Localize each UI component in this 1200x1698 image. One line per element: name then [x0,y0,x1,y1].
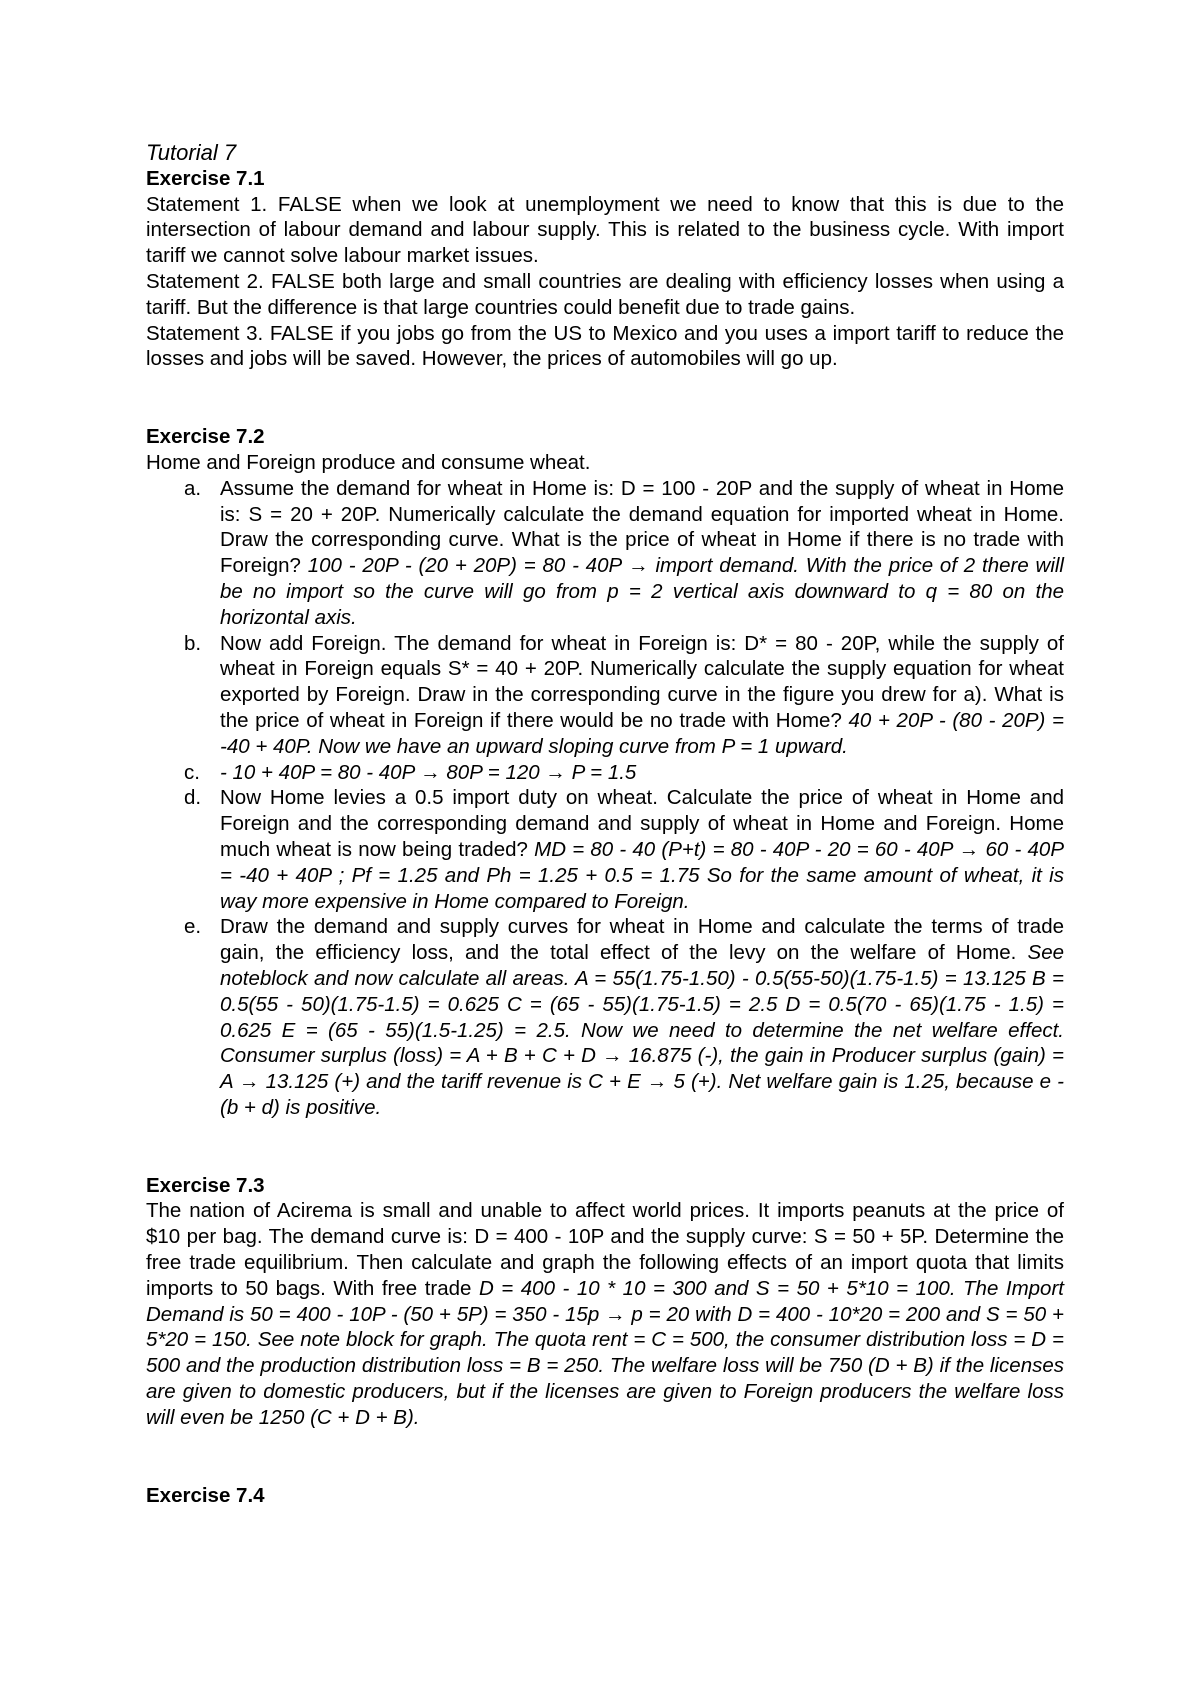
exercise-7-2-heading: Exercise 7.2 [146,425,265,449]
list-item-letter: d. [184,786,202,810]
exercise-7-3-body [146,1198,1064,1430]
answer-text: - 10 + 40P = 80 - 40P → 80P = 120 → P = 1.5 [220,760,637,784]
list-item-d [146,785,1064,914]
question-text: Now add Foreign. The demand for wheat in Foreign is: D* = 80 - 20P, while the supply of wheat in Foreign equals S* = 40 + 20P. Numerically calculate the supply equation for wheat exported by Foreign. Draw in the corresponding curve in the figure you drew for a). What is the price of wheat in Foreign if there would be no trade with Home? [220,631,1064,732]
exercise-7-2-list [146,476,1064,1121]
list-item-letter: b. [184,631,202,655]
exercise-7-3-heading: Exercise 7.3 [146,1173,265,1197]
statement-1: Statement 1. FALSE when we look at unemployment we need to know that this is due to the intersection of labour demand and labour supply. This is related to the business cycle. With import tariff we cannot solve labour market issues. [146,192,1064,268]
answer-text: 100 - 20P - (20 + 20P) = 80 - 40P → import demand. With the price of 2 there will be no import so the curve will go from p = 2 vertical axis downward to q = 80 on the horizontal axis. [220,554,1064,629]
list-item-letter: c. [184,760,200,784]
answer-text: 40 + 20P - (80 - 20P) = -40 + 40P. Now we have an upward sloping curve from P = 1 upward. [220,708,1064,758]
list-item-letter: e. [184,915,202,939]
exercise-7-2-intro: Home and Foreign produce and consume wheat. [146,450,591,474]
exercise-7-1-heading: Exercise 7.1 [146,166,265,190]
document-title: Tutorial 7 [146,140,237,165]
question-text: Assume the demand for wheat in Home is: D = 100 - 20P and the supply of wheat in Home is: S = 20 + 20P. Numerically calculate the demand equation for imported wheat in Home. Draw the corresponding curve. What is the price of wheat in Home if there is no trade with Foreign? [220,476,1064,578]
list-item-b [146,631,1064,760]
list-item-e [146,914,1064,1120]
spacer [146,1431,1064,1483]
question-text: Now Home levies a 0.5 import duty on wheat. Calculate the price of wheat in Home and Foreign and the corresponding demand and supply of wheat in Home and Foreign. Home much wheat is now being traded? [220,786,1064,861]
spacer [146,1121,1064,1173]
list-item-c [146,760,1064,786]
list-item-a [146,476,1064,631]
spacer [146,372,1064,424]
question-text: The nation of Acirema is small and unable to affect world prices. It imports peanuts at the price of $10 per bag. The demand curve is: D = 400 - 10P and the supply curve: S = 50 + 5P. Determine the free trade equilibrium. Then calculate and graph the following effects of an import quota that limits imports to 50 bags. With free trade [146,1199,1064,1300]
statement-3: Statement 3. FALSE if you jobs go from the US to Mexico and you uses a import tariff to reduce the losses and jobs will be saved. However, the prices of automobiles will go up. [146,321,1064,371]
document-page [146,140,1064,1508]
answer-text: MD = 80 - 40 (P+t) = 80 - 40P - 20 = 60 - 40P → 60 - 40P = -40 + 40P ; Pf = 1.25 and Ph = 1.25 + 0.5 = 1.75 So for the same amount of wheat, it is way more expensive in Home compared to Foreign. [220,837,1065,913]
list-item-letter: a. [184,476,202,500]
statement-2: Statement 2. FALSE both large and small countries are dealing with efficiency losses when using a tariff. But the difference is that large countries could benefit due to trade gains. [146,269,1064,319]
answer-text: See noteblock and now calculate all areas. A = 55(1.75-1.50) - 0.5(55-50)(1.75-1.5) = 13.125 B = 0.5(55 - 50)(1.75-1.5) = 0.625 C = (65 - 55)(1.75-1.5) = 2.5 D = 0.5(70 - 65)(1.75 - 1.5) = 0.625 E = (65 - 55)(1.5-1.25) = 2.5. Now we need to determine the net welfare effect. Consumer surplus (loss) = A + B + C + D → 16.875 (-), the gain in Producer surplus (gain) = A → 13.125 (+) and the tariff revenue is C + E → 5 (+). Net welfare gain is 1.25, because e - (b + d) is positive. [220,941,1064,1119]
question-text: Draw the demand and supply curves for wheat in Home and calculate the terms of trade gain, the efficiency loss, and the total effect of the levy on the welfare of Home. [220,915,1064,965]
answer-text: D = 400 - 10 * 10 = 300 and S = 50 + 5*10 = 100. The Import Demand is 50 = 400 - 10P - (50 + 5P) = 350 - 15p → p = 20 with D = 400 - 10*20 = 200 and S = 50 + 5*20 = 150. See note block for graph. The quota rent = C = 500, the consumer distribution loss = D = 500 and the production distribution loss = B = 250. The welfare loss will be 750 (D + B) if the licenses are given to domestic producers, but if the licenses are given to Foreign producers the welfare loss will even be 1250 (C + D + B). [146,1276,1064,1429]
exercise-7-4-heading: Exercise 7.4 [146,1483,265,1507]
